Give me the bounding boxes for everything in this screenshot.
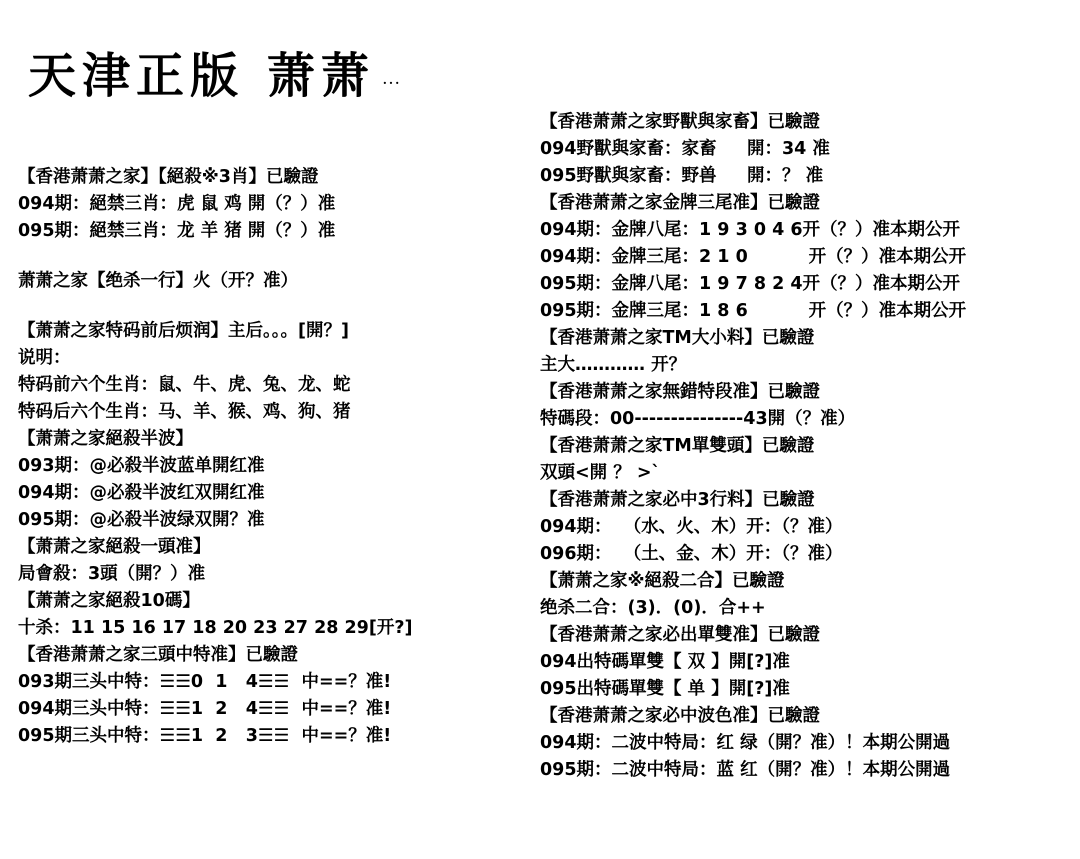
- text-line: 095出特碼單雙【 单 】開[?]准: [540, 679, 790, 699]
- text-line: 095期：@必殺半波绿双開？准: [18, 510, 265, 530]
- text-line: 094期：二波中特局：红 绿（開？准）！本期公開過: [540, 733, 951, 753]
- text-line: 095期：金牌三尾：1 8 6 开（？）准本期公开: [540, 301, 967, 321]
- text-line: 特碼段：00---------------43開（？准）: [540, 409, 856, 429]
- text-line: 095期：二波中特局：蓝 红（開？准）！本期公開過: [540, 760, 951, 780]
- right-column: [540, 109, 1070, 784]
- section-three-elements: [540, 487, 1070, 568]
- section-header: 【香港萧萧之家野獸與家畜】已驗證: [540, 112, 820, 132]
- text-line: 094期： （水、火、木）开：（？准）: [540, 517, 843, 537]
- spacer: [18, 245, 518, 268]
- section-wave-color: [540, 703, 1070, 784]
- text-line: 局會殺：3頭（開？）准: [18, 564, 206, 584]
- section-header: 【萧萧之家絕殺一頭准】: [18, 537, 211, 557]
- section-kill-ten-numbers: [18, 588, 518, 642]
- section-special-range: [540, 379, 1070, 433]
- section-kill-one-head: [18, 534, 518, 588]
- section-kill-three-zodiac: [18, 164, 518, 245]
- section-wild-domestic: [540, 109, 1070, 190]
- text-line: 093期三头中特：☰☰0 1 4☰☰ 中==？准!: [18, 672, 392, 692]
- section-three-head-special: [18, 642, 518, 750]
- title-text: 天津正版 萧萧: [28, 48, 375, 104]
- text-line: 094期：金牌八尾：1 9 3 0 4 6开（？）准本期公开: [540, 220, 961, 240]
- text-line: 094期：絕禁三肖：虎 鼠 鸡 開（？）准: [18, 194, 336, 214]
- section-header: 【萧萧之家絕殺半波】: [18, 429, 193, 449]
- section-header: 【香港萧萧之家三頭中特准】已驗證: [18, 645, 298, 665]
- text-line: 095期：絕禁三肖：龙 羊 猪 開（？）准: [18, 221, 336, 241]
- text-line: 094出特碼單雙【 双 】開[?]准: [540, 652, 790, 672]
- section-kill-half-wave: [18, 426, 518, 534]
- section-header: 【香港萧萧之家無錯特段准】已驗證: [540, 382, 820, 402]
- section-kill-two-sums: [540, 568, 1070, 622]
- page-title: [28, 48, 402, 104]
- title-dots: ...: [382, 72, 402, 87]
- section-gold-tail: [540, 190, 1070, 325]
- text-line: 绝杀二合：(3)．(0)．合++: [540, 598, 766, 618]
- text-line: 094期三头中特：☰☰1 2 4☰☰ 中==？准!: [18, 699, 392, 719]
- text-line: 095期三头中特：☰☰1 2 3☰☰ 中==？准!: [18, 726, 392, 746]
- text-line: 096期： （土、金、木）开：（？准）: [540, 544, 843, 564]
- text-line: 特码前六个生肖：鼠、牛、虎、兔、龙、蛇: [18, 375, 351, 395]
- section-header: 【香港萧萧之家必出單雙准】已驗證: [540, 625, 820, 645]
- text-line: 094期：金牌三尾：2 1 0 开（？）准本期公开: [540, 247, 967, 267]
- text-line: 095期：金牌八尾：1 9 7 8 2 4开（？）准本期公开: [540, 274, 961, 294]
- section-tm-size: [540, 325, 1070, 379]
- section-header: 【萧萧之家絕殺10碼】: [18, 591, 200, 611]
- text-line: 主大………… 开？: [540, 355, 687, 375]
- section-header: 【香港萧萧之家必中波色准】已驗證: [540, 706, 820, 726]
- text-line: 说明：: [18, 348, 71, 368]
- section-front-back-zodiac: [18, 318, 518, 426]
- section-kill-one-element: [18, 268, 518, 295]
- text-line: 095野獸與家畜：野兽 開：？ 准: [540, 166, 824, 186]
- text-line: 特码后六个生肖：马、羊、猴、鸡、狗、猪: [18, 402, 351, 422]
- spacer: [18, 295, 518, 318]
- section-header: 【香港萧萧之家必中3行料】已驗證: [540, 490, 815, 510]
- section-header: 【香港萧萧之家】【絕殺※3肖】已驗證: [18, 167, 319, 187]
- text-line: 双頭<開 ？ >`: [540, 463, 661, 483]
- text-line: 093期：@必殺半波蓝单開红准: [18, 456, 265, 476]
- section-tm-odd-even-head: [540, 433, 1070, 487]
- section-header: 【香港萧萧之家金牌三尾准】已驗證: [540, 193, 820, 213]
- text-line: 十杀：11 15 16 17 18 20 23 27 28 29[开?]: [18, 618, 413, 638]
- text-line: 萧萧之家【绝杀一行】火（开？准）: [18, 271, 298, 291]
- section-odd-even: [540, 622, 1070, 703]
- section-header: 【萧萧之家※絕殺二合】已驗證: [540, 571, 785, 591]
- section-header: 【香港萧萧之家TM單雙頭】已驗證: [540, 436, 815, 456]
- section-header: 【萧萧之家特码前后烦润】主后。。。[開？]: [18, 321, 349, 341]
- text-line: 094野獸與家畜：家畜 開：34 准: [540, 139, 830, 159]
- text-line: 094期：@必殺半波红双開红准: [18, 483, 265, 503]
- section-header: 【香港萧萧之家TM大小料】已驗證: [540, 328, 815, 348]
- left-column: [18, 164, 518, 750]
